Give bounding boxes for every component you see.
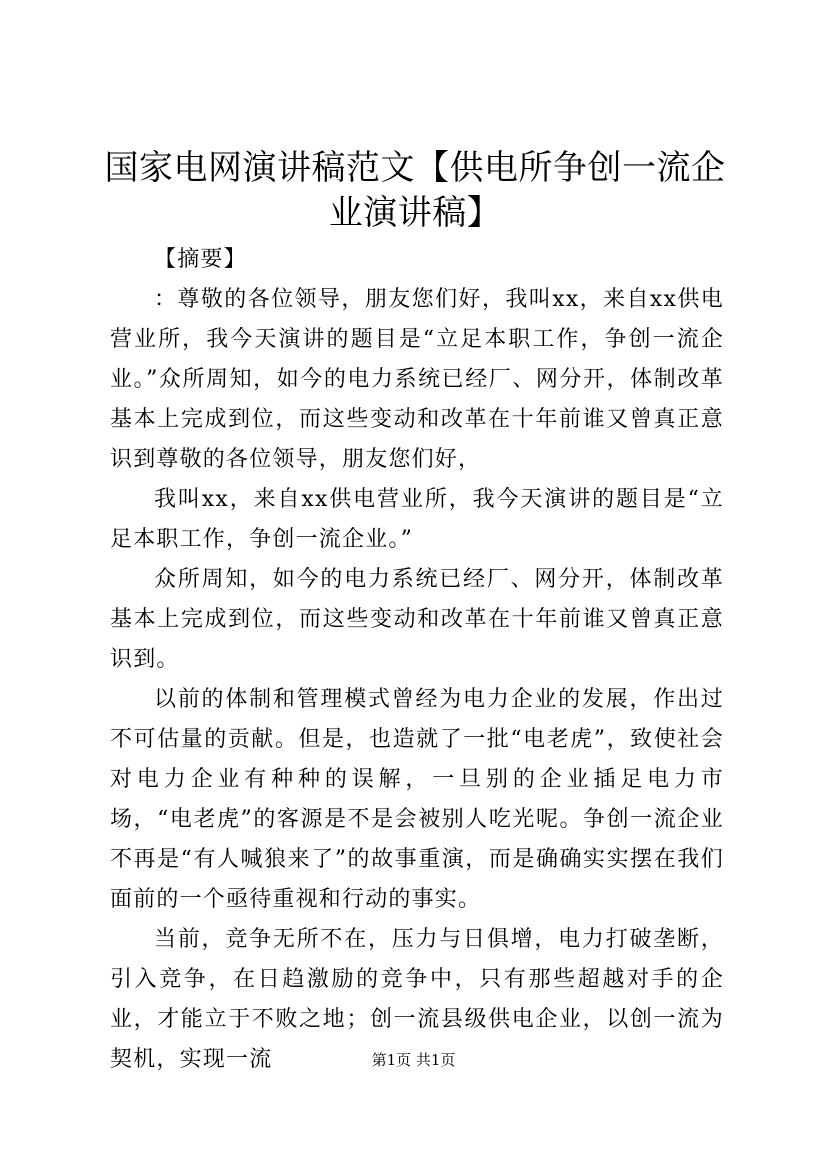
paragraph: 我叫xx，来自xx供电营业所，我今天演讲的题目是“立足本职工作，争创一流企业。” [110, 487, 724, 552]
paragraph: 众所周知，如今的电力系统已经厂、网分开，体制改革基本上完成到位，而这些变动和改革在十年前谁又曾真正意识到。 [110, 567, 724, 672]
document-title: 国家电网演讲稿范文【供电所争创一流企业演讲稿】 [104, 148, 726, 233]
page-number-footer: 第1页 共1页 [371, 1051, 456, 1069]
paragraph: ：尊敬的各位领导，朋友您们好，我叫xx，来自xx供电营业所，我今天演讲的题目是“立足本职工作，争创一流企业。”众所周知，如今的电力系统已经厂、网分开，体制改革基本上完成到位，而这些变动和改革在十年前谁又曾真正意识到尊敬的各位领导，朋友您们好， [110, 287, 724, 472]
paragraph: 当前，竞争无所不在，压力与日俱增，电力打破垄断，引入竞争，在日趋激励的竞争中，只有那些超越对手的企业，才能立于不败之地；创一流县级供电企业，以创一流为契机，实现一流 [110, 927, 724, 1072]
paragraph: 以前的体制和管理模式曾经为电力企业的发展，作出过不可估量的贡献。但是，也造就了一批“电老虎”，致使社会对电力企业有种种的误解，一旦别的企业插足电力市场，“电老虎”的客源是不是会被别人吃光呢。争创一流企业不再是“有人喊狼来了”的故事重演，而是确确实实摆在我们面前的一个亟待重视和行动的事实。 [110, 687, 724, 912]
document-body [110, 240, 724, 1080]
abstract-heading: 【摘要】 [154, 247, 247, 272]
